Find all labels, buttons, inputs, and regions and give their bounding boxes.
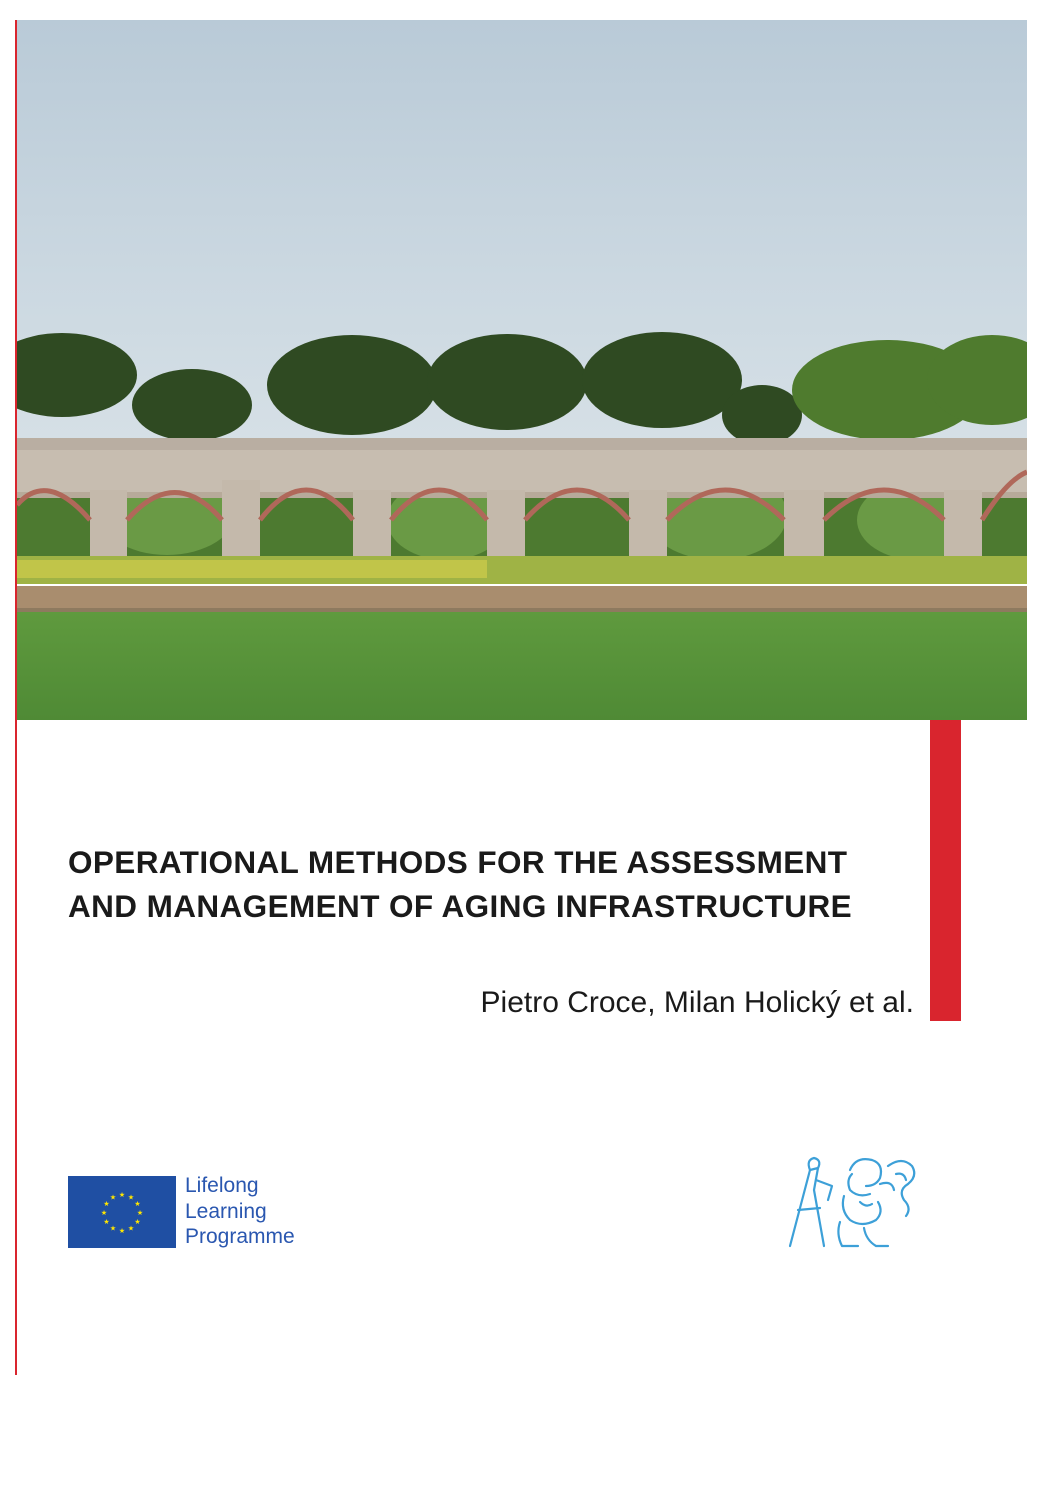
cover-title-line-1: OPERATIONAL METHODS FOR THE ASSESSMENT [68,844,848,880]
svg-text:★: ★ [127,1193,135,1202]
red-accent-bar [930,720,961,1021]
cover-authors: Pietro Croce, Milan Holický et al. [480,986,914,1019]
svg-text:★: ★ [118,1191,126,1199]
svg-text:★: ★ [118,1227,126,1235]
cover-title-line-2: AND MANAGEMENT OF AGING INFRASTRUCTURE [68,888,852,924]
llp-text-line-2: Learning [185,1199,267,1223]
svg-text:★: ★ [134,1200,141,1208]
eu-flag-icon [68,1176,176,1248]
svg-text:★: ★ [136,1209,144,1217]
llp-text-line-3: Programme [185,1225,295,1248]
svg-text:★: ★ [127,1224,135,1233]
cover-photo [17,20,1027,720]
svg-text:★: ★ [109,1224,117,1233]
lifelong-learning-programme-logo [68,1176,295,1250]
cover-title [68,840,928,928]
svg-text:★: ★ [100,1209,108,1217]
svg-text:★: ★ [109,1193,117,1202]
llp-text-line-1: Lifelong [185,1174,259,1197]
ctu-lion-logo-icon [780,1150,920,1259]
svg-text:★: ★ [103,1200,110,1208]
svg-text:★: ★ [134,1218,141,1226]
svg-text:★: ★ [103,1218,110,1226]
